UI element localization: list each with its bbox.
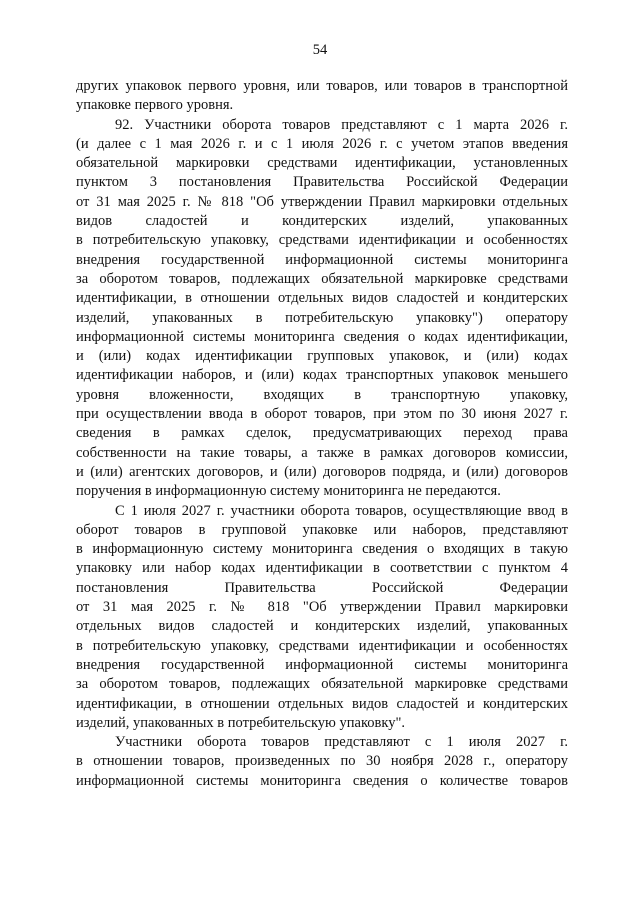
text-line: изделий, упакованных в потребительскую упаковку") оператору [76,309,568,326]
text-line: сведения в рамках сделок, предусматривающих переход права [76,425,568,442]
text-line: (и далее с 1 мая 2026 г. и с 1 июля 2026 г. с учетом этапов введения [76,135,568,152]
text-line: упаковку или набор кодах идентификации в соответствии с пунктом 4 [76,560,568,577]
text-line: при осуществлении ввода в оборот товаров, при этом по 30 июня 2027 г. [76,406,568,423]
text-line: информационной системы мониторинга сведения о количестве товаров [76,772,568,789]
text-line: оборот товаров в групповой упаковке или наборов, представляют [76,521,568,538]
text-line: других упаковок первого уровня, или товаров, или товаров в транспортной [76,78,568,94]
text-line: и (или) агентских договоров, и (или) договоров подряда, и (или) договоров [76,463,568,480]
text-line: отдельных видов сладостей и кондитерских изделий, упакованных [76,618,568,635]
text-line: изделий, упакованных в потребительскую упаковку". [76,714,405,731]
text-line: за оборотом товаров, подлежащих обязательной маркировке средствами [76,270,568,287]
text-line: упаковке первого уровня. [76,97,234,114]
text-line: С 1 июля 2027 г. участники оборота товаров, осуществляющие ввод в [115,502,568,519]
text-line: информационной системы мониторинга сведения о кодах идентификации, [76,328,568,345]
text-line: Участники оборота товаров представляют с 1 июля 2027 г. [115,734,568,751]
text-line: за оборотом товаров, подлежащих обязательной маркировке средствами [76,676,568,693]
text-line: в потребительскую упаковку, средствами идентификации и особенностях [76,637,568,654]
text-line: в информационную систему мониторинга сведения о входящих в такую [76,541,568,558]
text-line: собственности на такие товары, а также в рамках договоров комиссии, [76,444,568,461]
text-line: обязательной маркировки средствами идентификации, установленных [76,155,568,172]
text-line: от 31 мая 2025 г. № 818 "Об утверждении Правил маркировки [76,599,568,616]
text-line: уровня вложенности, входящих в транспортную упаковку, [76,386,568,403]
text-line: видов сладостей и кондитерских изделий, упакованных [76,213,568,230]
text-line: постановления Правительства Российской Федерации [76,579,568,596]
text-line: внедрения государственной информационной системы мониторинга [76,656,568,673]
text-line: пунктом 3 постановления Правительства Российской Федерации [76,174,568,191]
text-line: идентификации, в отношении отдельных видов сладостей и кондитерских [76,290,568,307]
text-line: в отношении товаров, произведенных по 30 ноября 2028 г., оператору [76,753,568,770]
text-line: идентификации наборов, и (или) кодах транспортных упаковок меньшего [76,367,568,384]
document-body-text [76,77,568,791]
text-line: внедрения государственной информационной системы мониторинга [76,251,568,268]
text-line: идентификации, в отношении отдельных видов сладостей и кондитерских [76,695,568,712]
page-number: 54 [312,42,328,58]
text-line: 92. Участники оборота товаров представляют с 1 марта 2026 г. [115,116,568,133]
text-line: поручения в информационную систему мониторинга не передаются. [76,483,501,500]
text-line: и (или) кодах идентификации групповых упаковок, и (или) кодах [76,348,568,365]
text-line: в потребительскую упаковку, средствами идентификации и особенностях [76,232,568,249]
text-line: от 31 мая 2025 г. № 818 "Об утверждении Правил маркировки отдельных [76,193,568,210]
